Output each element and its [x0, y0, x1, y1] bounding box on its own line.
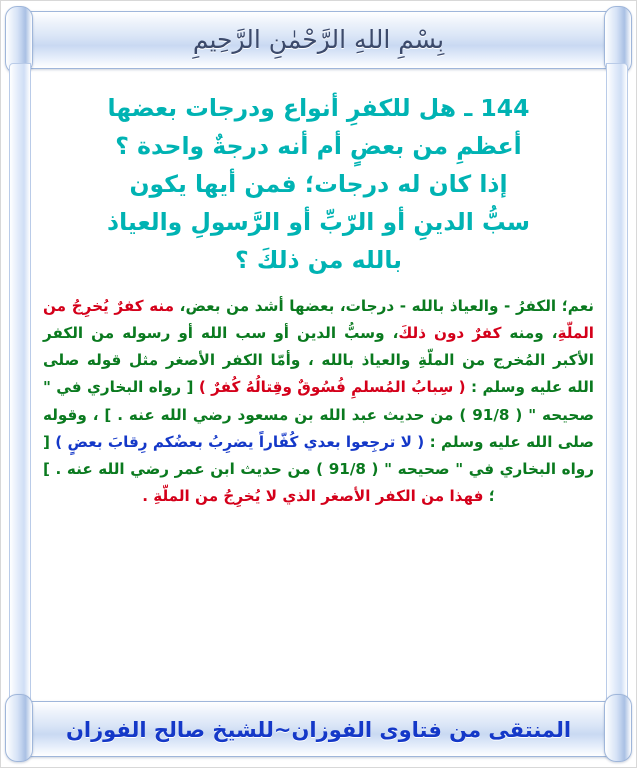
answer-segment-9: ( لا ترجِعوا بعدي كُفّاراً يضرِبُ بعضُكم رِقابَ بعضٍ ): [55, 432, 425, 451]
answer-segment-7: ( سِبابُ المُسلمِ فُسُوقٌ وقِتالُهُ كُفرٌ ): [198, 378, 466, 397]
right-side-rail: [606, 63, 628, 705]
left-side-rail: [9, 63, 31, 705]
answer-segment-10: [ رواه البخاري في " صحيحه " ( 91/8 ) من حديث ابن عمر رضي الله عنه . ] ؛: [43, 432, 594, 505]
top-scroll-band: [9, 11, 628, 69]
answer-segment-11: فهذا من الكفر الأصغر الذي لا يُخرِجُ من الملّةِ .: [142, 486, 484, 505]
question-line-3: إذا كان له درجات؛ فمن أيها يكون: [129, 170, 508, 199]
bottom-scroll-band: [9, 701, 628, 757]
answer-segment-4: ، ومنه: [501, 324, 558, 343]
source-attribution: المنتقى من فتاوى الفوزان~للشيخ صالح الفوزان: [65, 718, 572, 742]
question-block: [41, 89, 596, 279]
answer-segment-5: كفرٌ دون ذلكَ: [398, 324, 502, 343]
basmala-text: بِسْمِ اللهِ الرَّحْمٰنِ الرَّحِيمِ: [192, 24, 445, 54]
answer-segment-8: [ رواه البخاري في " صحيحه " ( 91/8 ) من حديث عبد الله بن مسعود رضي الله عنه . ] ، وقوله صلى الله عليه وسلم :: [43, 378, 594, 451]
question-line-5: بالله من ذلكَ ؟: [235, 246, 402, 275]
question-line-4: سبُّ الدينِ أو الرّبِّ أو الرَّسولِ والعياذ: [107, 208, 530, 237]
question-number: 144: [480, 94, 530, 122]
answer-segment-1: منه: [149, 297, 175, 316]
question-line-1-text: هل للكفرِ أنواع ودرجات بعضها: [107, 94, 456, 122]
bottom-right-scroll-cap: [604, 694, 632, 762]
bottom-left-scroll-cap: [5, 694, 33, 762]
answer-segment-3: كفرٌ يُخرِجُ من الملّةِ: [43, 297, 594, 343]
question-line-2: أعظمِ من بعضٍ أم أنه درجةٌ واحدة ؟: [115, 132, 522, 161]
answer-segment-6: ، وسبُّ الدين أو سب الله أو رسوله من الكفر الأكبر المُخرج من الملّةِ والعياذ بالله ، وأمّا الكفر الأصغر مثل قوله صلى الله عليه وسلم :: [43, 324, 594, 397]
answer-paragraph: [43, 293, 594, 509]
answer-segment-0: نعم؛ الكفرُ - والعياذ بالله - درجات، بعضها أشد من بعض،: [174, 297, 594, 316]
question-separator: ـ: [464, 94, 473, 122]
question-line-1: [41, 89, 596, 127]
content-area: [31, 73, 606, 695]
